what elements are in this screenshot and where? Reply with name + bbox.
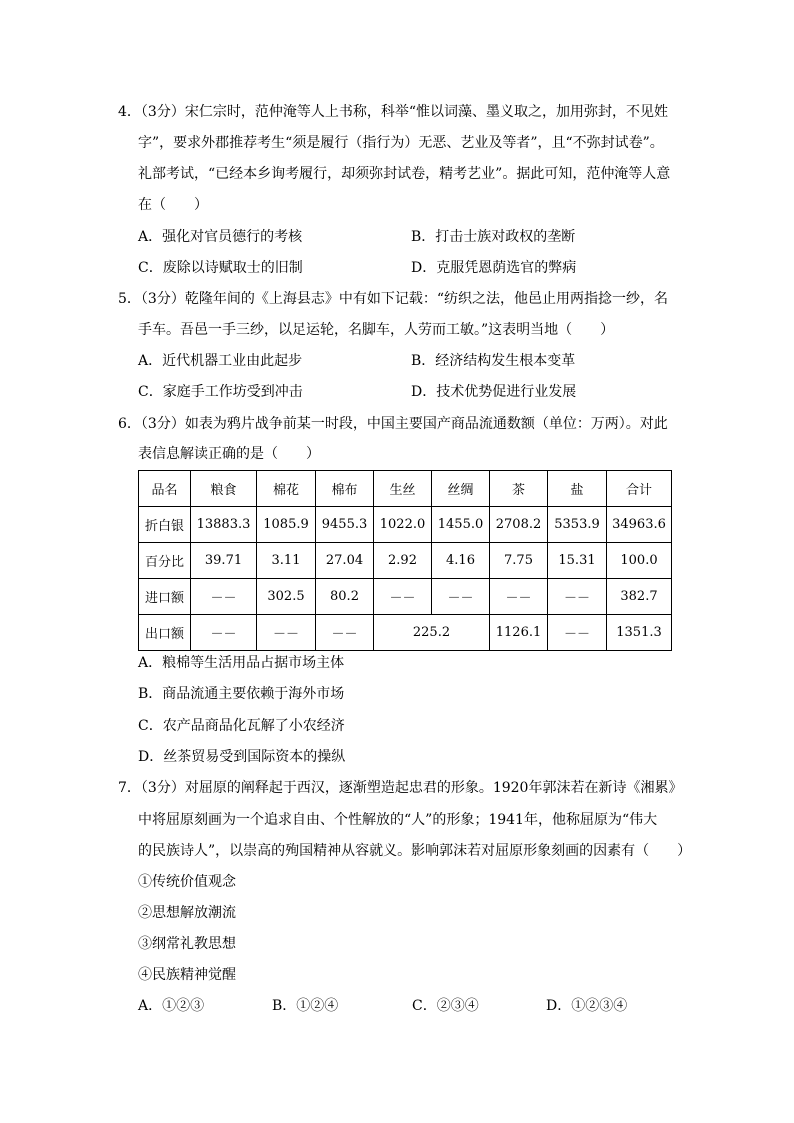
q6-line-2: 表信息解读正确的是（ ） [138,446,320,462]
table-cell: 1085.9 [257,507,316,543]
table-cell: －－ [191,615,257,651]
table-header-cell: 丝绸 [432,471,490,507]
q4-options-row-2 [138,258,698,278]
table-cell: 百分比 [139,543,191,579]
table-cell: 13883.3 [191,507,257,543]
q4-option-a: A．强化对官员德行的考核 [138,229,303,245]
q6-option-d: D．丝茶贸易受到国际资本的操纵 [138,749,346,765]
table-cell: 9455.3 [316,507,374,543]
q7-choice-b: B．①②④ [272,998,339,1014]
table-header-cell: 棉布 [316,471,374,507]
table-header-cell: 粮食 [191,471,257,507]
table-header-cell: 品名 [139,471,191,507]
q7-line-1: 7．（3分）对屈原的阐释起于西汉，逐渐塑造起忠君的形象。1920年郭沫若在新诗《湘累》 [118,780,683,796]
table-cell: －－ [374,579,432,615]
table-cell: 15.31 [548,543,607,579]
table-header-cell: 盐 [548,471,607,507]
table-cell: 1022.0 [374,507,432,543]
table-row-percent [139,543,672,579]
q4-option-b: B．打击士族对政权的垄断 [411,229,576,245]
table-cell: 进口额 [139,579,191,615]
commodity-table [138,470,672,651]
table-cell: 折白银 [139,507,191,543]
q4-option-d: D．克服凭恩荫选官的弊病 [411,260,577,276]
table-cell: 3.11 [257,543,316,579]
q4-option-c: C．废除以诗赋取士的旧制 [138,260,303,276]
q4-line-1: 4．（3分）宋仁宗时，范仲淹等人上书称，科举“惟以词藻、墨义取之，加用弥封，不见姓 [118,104,668,120]
q4-options-row-1 [138,227,698,247]
table-cell: 1455.0 [432,507,490,543]
table-cell: －－ [191,579,257,615]
table-cell: 4.16 [432,543,490,579]
q7-choices-row [138,996,698,1016]
table-cell: －－ [432,579,490,615]
table-cell: 7.75 [490,543,548,579]
q7-choice-d: D．①②③④ [546,998,628,1014]
q7-choice-c: C．②③④ [412,998,479,1014]
table-cell-merged: 225.2 [374,615,490,651]
table-cell: －－ [548,579,607,615]
table-cell: －－ [548,615,607,651]
q7-item-2: ②思想解放潮流 [138,905,236,921]
table-header-cell: 棉花 [257,471,316,507]
table-cell: 382.7 [607,579,672,615]
table-cell: 34963.6 [607,507,672,543]
q6-line-1: 6．（3分）如表为鸦片战争前某一时段，中国主要国产商品流通数额（单位：万两）。对此 [118,416,668,432]
q7-line-2: 中将屈原刻画为一个追求自由、个性解放的“人”的形象；1941年，他称屈原为“伟大 [138,812,658,828]
table-header-row [139,471,672,507]
q7-choice-a: A．①②③ [138,998,205,1014]
q7-item-3: ③纲常礼教思想 [138,936,236,952]
table-cell: 80.2 [316,579,374,615]
table-cell: 1126.1 [490,615,548,651]
table-row-silver [139,507,672,543]
q5-line-2: 手车。吾邑一手三纱，以足运轮，名脚车，人劳而工敏。”这表明当地（ ） [138,322,615,338]
q5-option-a: A．近代机器工业由此起步 [138,353,303,369]
table-cell: 100.0 [607,543,672,579]
table-cell: －－ [490,579,548,615]
q7-item-1: ①传统价值观念 [138,874,236,890]
table-row-export [139,615,672,651]
q6-option-c: C．农产品商品化瓦解了小农经济 [138,718,345,734]
table-cell: 出口额 [139,615,191,651]
table-header-cell: 茶 [490,471,548,507]
q5-line-1: 5．（3分）乾隆年间的《上海县志》中有如下记载：“纺织之法，他邑止用两指捻一纱，名 [118,291,668,307]
q6-option-b: B．商品流通主要依赖于海外市场 [138,686,345,702]
q7-line-3: 的民族诗人”，以崇高的殉国精神从容就义。影响郭沫若对屈原形象刻画的因素有（ ） [138,843,692,859]
q4-line-2: 字”，要求外郡推荐考生“须是履行（指行为）无恶、艺业及等者”，且“不弥封试卷”。 [138,135,664,151]
table-cell: －－ [316,615,374,651]
q5-options-row-2 [138,382,698,402]
table-header-cell: 生丝 [374,471,432,507]
q4-line-4: 在（ ） [138,197,208,213]
table-cell: 39.71 [191,543,257,579]
table-cell: 27.04 [316,543,374,579]
table-cell: 2708.2 [490,507,548,543]
q7-item-4: ④民族精神觉醒 [138,967,236,983]
table-cell: 1351.3 [607,615,672,651]
table-cell: 5353.9 [548,507,607,543]
q5-options-row-1 [138,351,698,371]
q5-option-c: C．家庭手工作坊受到冲击 [138,384,303,400]
q5-option-b: B．经济结构发生根本变革 [411,353,576,369]
table-row-import [139,579,672,615]
table-header-cell: 合计 [607,471,672,507]
table-cell: 2.92 [374,543,432,579]
q5-option-d: D．技术优势促进行业发展 [411,384,577,400]
table-cell: 302.5 [257,579,316,615]
q4-line-3: 礼部考试，“已经本乡询考履行，却须弥封试卷，精考艺业”。据此可知，范仲淹等人意 [138,166,671,182]
q6-option-a: A．粮棉等生活用品占据市场主体 [138,655,345,671]
table-cell: －－ [257,615,316,651]
